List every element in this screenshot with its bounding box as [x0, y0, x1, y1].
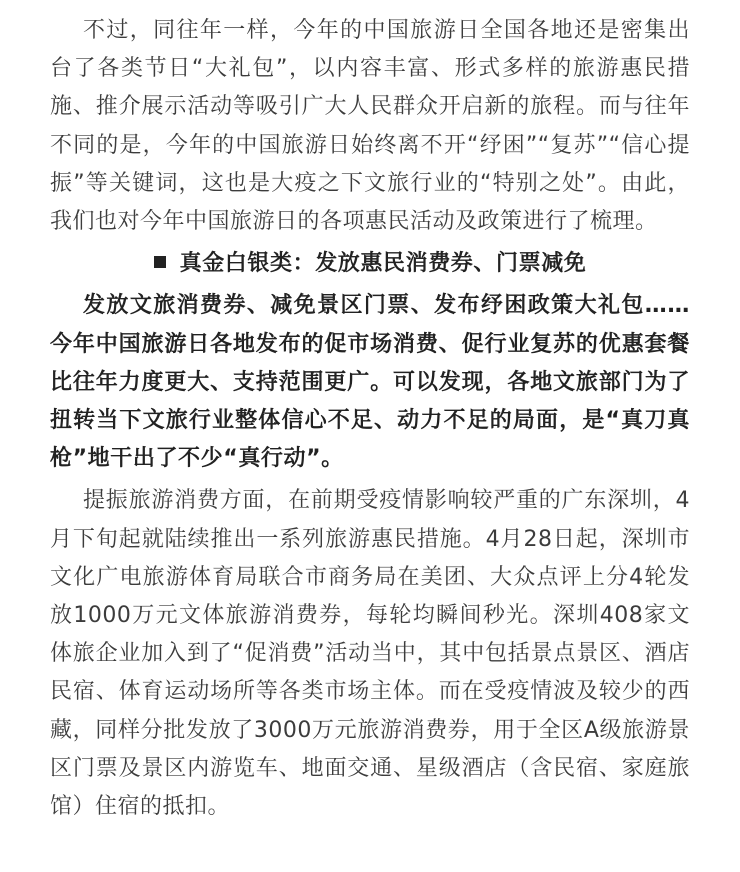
paragraph-intro: 不过，同往年一样，今年的中国旅游日全国各地还是密集出台了各类节日“大礼包”，以内容丰富、形式多样的旅游惠民措施、推介展示活动等吸引广大人民群众开启新的旅程。而与往年不同的是，今年的中国旅游日始终离不开“纾困”“复苏”“信心提振”等关键词，这也是大疫之下文旅行业的“特别之处”。由此，我们也对今年中国旅游日的各项惠民活动及政策进行了梳理。 [50, 18, 690, 235]
paragraph-summary-bold: 发放文旅消费券、减免景区门票、发布纾困政策大礼包……今年中国旅游日各地发布的促市场消费、促行业复苏的优惠套餐比往年力度更大、支持范围更广。可以发现，各地文旅部门为了扭转当下文旅行业整体信心不足、动力不足的局面，是“真刀真枪”地干出了不少“真行动”。 [50, 293, 690, 472]
square-bullet-icon [154, 256, 166, 268]
section-heading-text: 真金白银类：发放惠民消费券、门票减免 [179, 251, 587, 277]
section-heading [50, 245, 690, 283]
paragraph-shenzhen-tibet: 提振旅游消费方面，在前期受疫情影响较严重的广东深圳，4月下旬起就陆续推出一系列旅游惠民措施。4月28日起，深圳市文化广电旅游体育局联合市商务局在美团、大众点评上分4轮发放1000万元文体旅游消费券，每轮均瞬间秒光。深圳408家文体旅企业加入到了“促消费”活动当中，其中包括景点景区、酒店民宿、体育运动场所等各类市场主体。而在受疫情波及较少的西藏，同样分批发放了3000万元旅游消费券，用于全区A级旅游景区门票及景区内游览车、地面交通、星级酒店（含民宿、家庭旅馆）住宿的抵扣。 [50, 488, 690, 820]
